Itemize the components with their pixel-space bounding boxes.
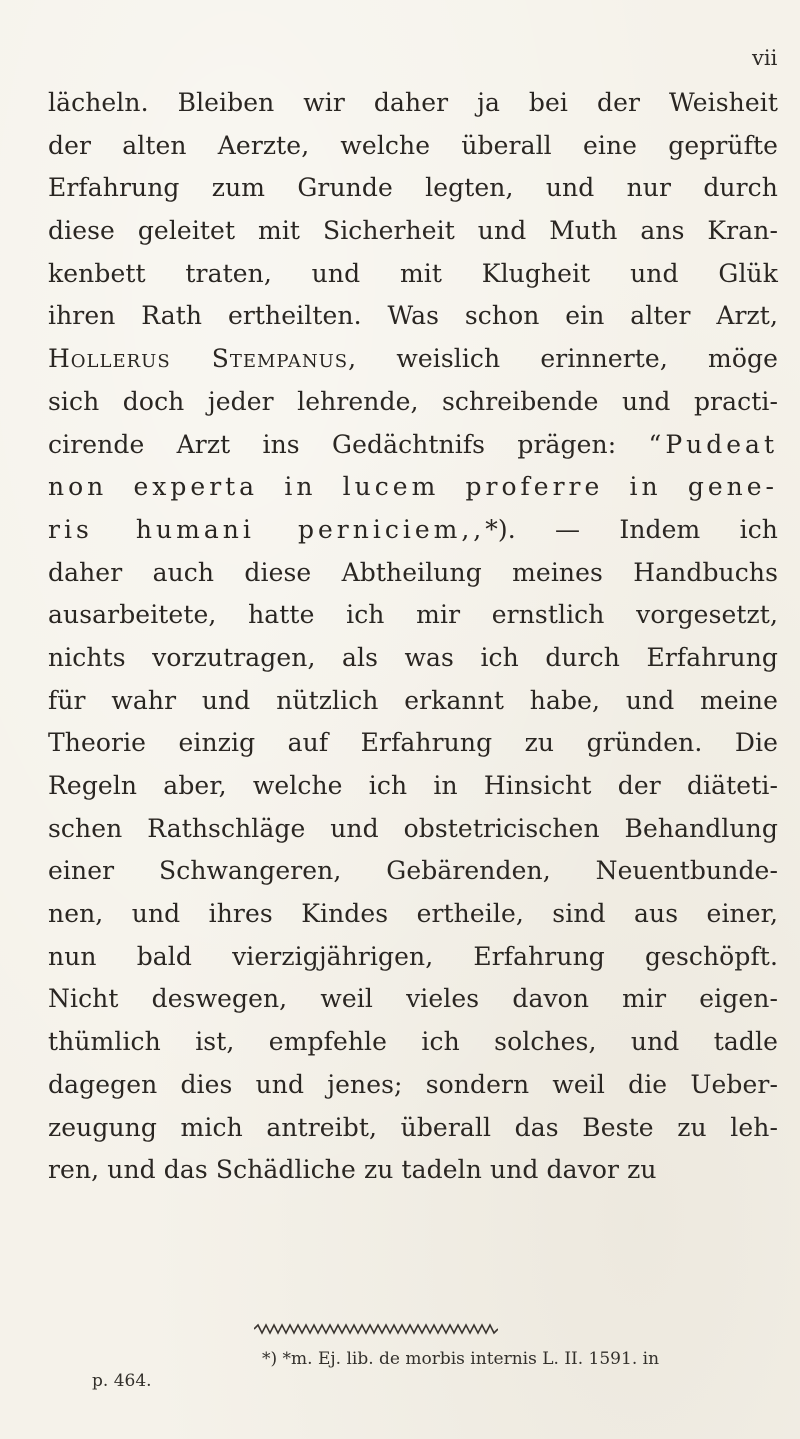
text-line: kenbett traten, und mit Klugheit und Glük <box>48 258 778 288</box>
text-line: zeugung mich antreibt, überall das Beste zu leh- <box>48 1112 778 1142</box>
text-line: nichts vorzutragen, als was ich durch Erfahrung <box>48 642 778 672</box>
text-line: ren, und das Schädliche zu tadeln und davor zu <box>48 1155 657 1185</box>
text-span: , weislich erinnerte, möge <box>348 344 778 374</box>
text-span: — Indem ich <box>555 514 779 544</box>
text-line: Nicht deswegen, weil vieles davon mir eigen- <box>48 984 778 1014</box>
text-span: cirende Arzt ins Gedächtnifs prägen: <box>48 429 617 459</box>
text-line: Regeln aber, welche ich in Hinsicht der diäteti- <box>48 771 778 800</box>
text-line: der alten Aerzte, welche überall eine geprüfte <box>48 130 778 160</box>
text-line: schen Rathschläge und obstetricischen Behandlung <box>48 813 778 843</box>
text-line: diese geleitet mit Sicherheit und Muth ans Kran- <box>48 216 778 246</box>
text-line: für wahr und nützlich erkannt habe, und meine <box>48 685 778 715</box>
text-line: thümlich ist, empfehle ich solches, und tadle <box>48 1027 778 1057</box>
latin-quote: non experta in lucem proferre in gene- <box>48 472 778 502</box>
footnote-line <box>92 1348 742 1370</box>
footnote-text: *m. Ej. lib. de morbis internis L. II. 1591. in <box>282 1349 660 1369</box>
text-line <box>48 424 778 467</box>
text-line: nen, und ihres Kindes ertheile, sind aus einer, <box>48 899 778 929</box>
footnote-line: p. 464. <box>92 1371 152 1391</box>
footnote <box>92 1348 742 1392</box>
text-line: ausarbeitete, hatte ich mir ernstlich vorgesetzt, <box>48 600 778 630</box>
footnote-marker: *). <box>485 514 516 544</box>
text-line: sich doch jeder lehrende, schreibende und practi- <box>48 386 778 416</box>
text-line: dagegen dies und jenes; sondern weil die Ueber- <box>48 1069 778 1099</box>
text-line <box>48 466 778 509</box>
latin-quote: ris humani perniciem,, <box>48 514 486 544</box>
text-line <box>48 509 778 552</box>
footnote-marker: *) <box>262 1349 278 1369</box>
text-line: einer Schwangeren, Gebärenden, Neuentbunde- <box>48 856 778 886</box>
latin-quote: “Pudeat <box>648 429 778 459</box>
text-line: lächeln. Bleiben wir daher ja bei der Weisheit <box>48 88 778 117</box>
text-line: daher auch diese Abtheilung meines Handbuchs <box>48 557 778 587</box>
author-name: Hollerus Stempanus <box>48 344 349 374</box>
text-line: nun bald vierzigjährigen, Erfahrung geschöpft. <box>48 941 778 971</box>
text-line: Theorie einzig auf Erfahrung zu gründen. Die <box>48 728 778 758</box>
body-text <box>48 82 778 1192</box>
page-number: vii <box>752 46 778 70</box>
footnote-separator <box>254 1323 498 1335</box>
text-line: Erfahrung zum Grunde legten, und nur durch <box>48 173 778 203</box>
text-line <box>48 338 778 381</box>
text-line: ihren Rath ertheilten. Was schon ein alter Arzt, <box>48 301 778 331</box>
